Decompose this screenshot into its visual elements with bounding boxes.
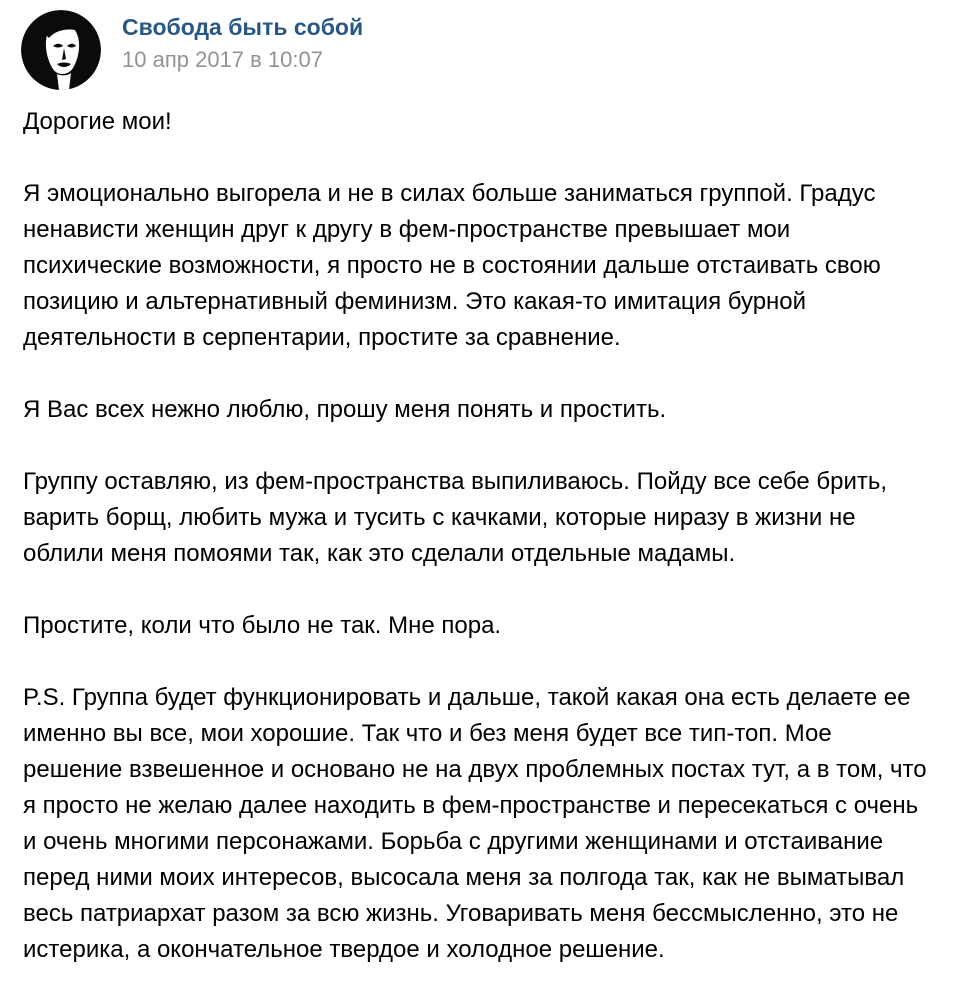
post-text-line: Я эмоционально выгорела и не в силах больше заниматься группой. Градус [23,180,876,207]
post-text-line: P.S. Группа будет функционировать и дальше, такой какая она есть делаете ее [23,684,911,711]
post-text-line: и очень многими персонажами. Борьба с другими женщинами и отстаивание [23,828,884,855]
post-text-line: позицию и альтернативный феминизм. Это какая-то имитация бурной [23,288,807,315]
post-paragraph [23,464,968,572]
post-paragraph [23,104,968,140]
post-text-line: истерика, а окончательное твердое и холодное решение. [23,936,665,963]
post-paragraph [23,680,968,968]
post-date-link[interactable]: 10 апр 2017 в 10:07 [122,47,323,72]
post-text-line: решение взвешенное и основано не на двух проблемных постах тут, а в том, что [23,756,927,783]
post-text-line: именно вы все, мои хорошие. Так что и без меня будет все тип-топ. Мое [23,720,832,747]
post-text [23,104,968,1004]
post-text-line: деятельности в серпентарии, простите за сравнение. [23,324,621,351]
author-name-link[interactable]: Свобода быть собой [122,14,364,40]
post-text-line: я просто не желаю далее находить в фем-пространстве и пересекаться с очень [23,792,919,819]
post-text-line: перед ними моих интересов, высосала меня за полгода так, как не выматывал [23,864,905,891]
post-text-line: Дорогие мои! [23,108,172,135]
post-text-line: варить борщ, любить мужа и тусить с качками, которые ниразу в жизни не [23,504,856,531]
post-header [21,10,921,90]
post-text-line: Я Вас всех нежно люблю, прошу меня понять и простить. [23,396,667,423]
post-text-line: психические возможности, я просто не в состоянии дальше отстаивать свою [23,252,881,279]
post-text-line: весь патриархат разом за всю жизнь. Уговаривать меня бессмысленно, это не [23,900,899,927]
post-text-line: Простите, коли что было не так. Мне пора. [23,612,502,639]
post-paragraph [23,608,968,644]
post-paragraph [23,392,968,428]
post-text-line: Группу оставляю, из фем-пространства выпиливаюсь. Пойду все себе брить, [23,468,888,495]
post-text-line: ненависти женщин друг к другу в фем-пространстве превышает мои [23,216,791,243]
woman-portrait-avatar-icon[interactable] [21,10,101,90]
post-paragraph [23,176,968,356]
post-text-line: облили меня помоями так, как это сделали отдельные мадамы. [23,540,736,567]
